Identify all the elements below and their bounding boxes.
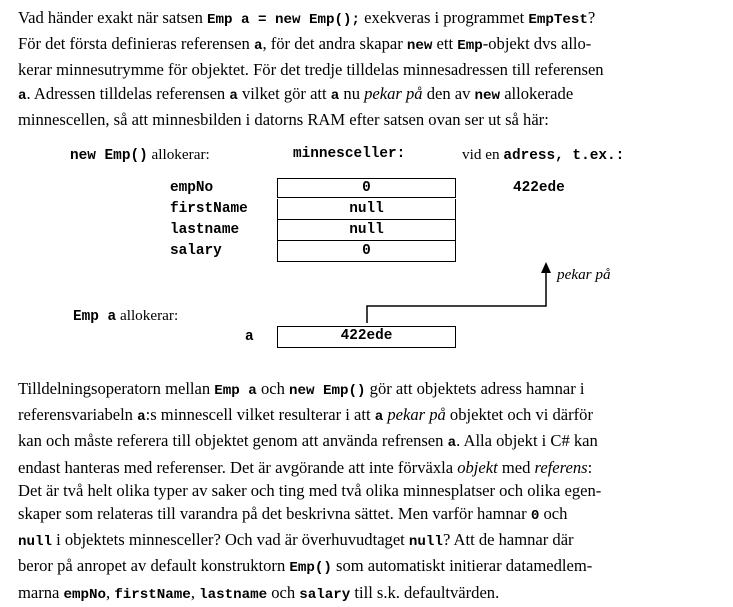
text-run: och [267,582,300,602]
inline-code: Emp a [214,383,257,399]
text-run: ? Att de hamnar där [442,530,574,550]
text-run: ? [587,8,596,27]
inline-code: firstName [114,586,191,603]
text-run: som automatiskt initierar datamedlem- [331,556,593,576]
text-run: , [190,582,200,602]
text-run: marna [18,582,64,602]
field-label-salary: salary [170,243,222,259]
header-new-code: new Emp() [70,148,148,164]
inline-code: a [229,87,238,104]
inline-code: Emp() [289,560,332,577]
emphasis: objekt [457,457,498,477]
text-run: : [587,457,593,477]
field-label-empno: empNo [170,180,214,196]
memory-cell-lastname: null [277,220,456,241]
text-run: ett [432,34,458,54]
text-run: beror på anropet av default konstruktorn [18,556,290,576]
outro-line [18,581,718,607]
outro-line [18,456,718,479]
inline-code: a [374,409,384,426]
outro-line [18,479,718,502]
inline-code: new [474,87,501,104]
text-run: den av [422,83,475,103]
inline-code: lastname [199,586,268,603]
emphasis: pekar på [387,405,446,425]
text-run: nu [339,83,365,103]
text-run: . Alla objekt i C# kan [456,431,598,451]
outro-paragraph [18,377,718,607]
text-run: Tilldelningsoperatorn mellan [18,379,215,398]
pointer-label: pekar på [557,266,611,283]
text-run: med [497,457,535,477]
text-run: referensvariabeln [18,405,138,425]
inline-code: Emp a = new Emp(); [207,12,361,28]
outro-line [18,502,718,528]
inline-code: a [137,409,146,426]
text-run: skaper som relateras till varandra på det beskrivna sättet. Men varför hamnar [18,504,531,524]
header-memory-cells: minnesceller: [293,146,406,162]
text-run: Det är två helt olika typer av saker och ting med två olika minnesplatser och olika egen- [18,480,602,500]
inline-code: EmpTest [528,12,588,28]
inline-code: a [330,87,340,104]
text-run: :s minnescell vilket resulterar i att [145,405,375,425]
inline-code: 0 [530,508,540,525]
text-run: Vad händer exakt när satsen [18,8,208,27]
text-run: och [256,379,290,398]
memory-cell-firstname: null [277,199,456,220]
inline-code: salary [299,586,351,603]
text-run: till s.k. defaultvärden. [350,582,500,602]
text-run: kerar minnesutrymme för objektet. För det tredje tilldelas minnesadressen till referensen [18,60,604,80]
header-new-text: allokerar: [151,146,210,163]
outro-line [18,528,718,554]
outro-line [18,377,718,403]
ref-allocates [73,307,178,325]
text-run: -objekt dvs allo- [482,34,592,54]
inline-code: new Emp() [289,383,366,399]
text-run: objektet och vi därför [445,405,593,425]
header-address-text: vid en [462,146,500,163]
object-address: 422ede [513,180,565,196]
inline-code: null [408,534,443,551]
memory-cell-empno: 0 [277,178,456,198]
text-run: , [106,582,115,602]
text-run: gör att objektets adress hamnar i [365,379,585,398]
text-run: exekveras i programmet [360,8,529,27]
inline-code: empNo [63,586,107,603]
outro-line [18,403,718,429]
text-run: allokerade [500,83,574,103]
text-run: För det första definieras referensen [18,34,254,54]
text-run: endast hanteras med referenser. Det är avgörande att inte förväxla [18,457,458,477]
outro-line [18,429,718,455]
inline-code: new [406,38,433,55]
inline-code: Emp [457,38,483,55]
inline-code: null [18,534,53,551]
text-run: kan och måste referera till objektet genom att använda refrensen [18,431,448,451]
text-run: och [539,504,568,524]
text-run: . Adressen tilldelas referensen [26,83,230,103]
memory-cell-salary: 0 [277,241,456,262]
field-label-firstname: firstName [170,201,248,217]
inline-code: a [253,38,263,55]
text-run: , för det andra skapar [262,34,407,54]
reference-cell-a: 422ede [277,326,456,348]
text-run: i objektets minnesceller? Och vad är överhuvudtaget [52,530,409,550]
ref-code: Emp a [73,309,117,325]
inline-code: a [447,435,457,452]
text-run: minnescellen, så att minnesbilden i datorns RAM efter satsen ovan ser ut så här: [18,109,549,129]
emphasis: pekar på [364,83,423,103]
ref-name: a [245,329,254,345]
ref-text: allokerar: [119,307,179,324]
text-run: vilket gör att [237,83,331,103]
header-address-code: adress, t.ex.: [503,148,625,164]
field-label-lastname: lastname [170,222,240,238]
inline-code: a [18,87,27,104]
outro-line [18,554,718,580]
emphasis: referens [534,457,588,477]
